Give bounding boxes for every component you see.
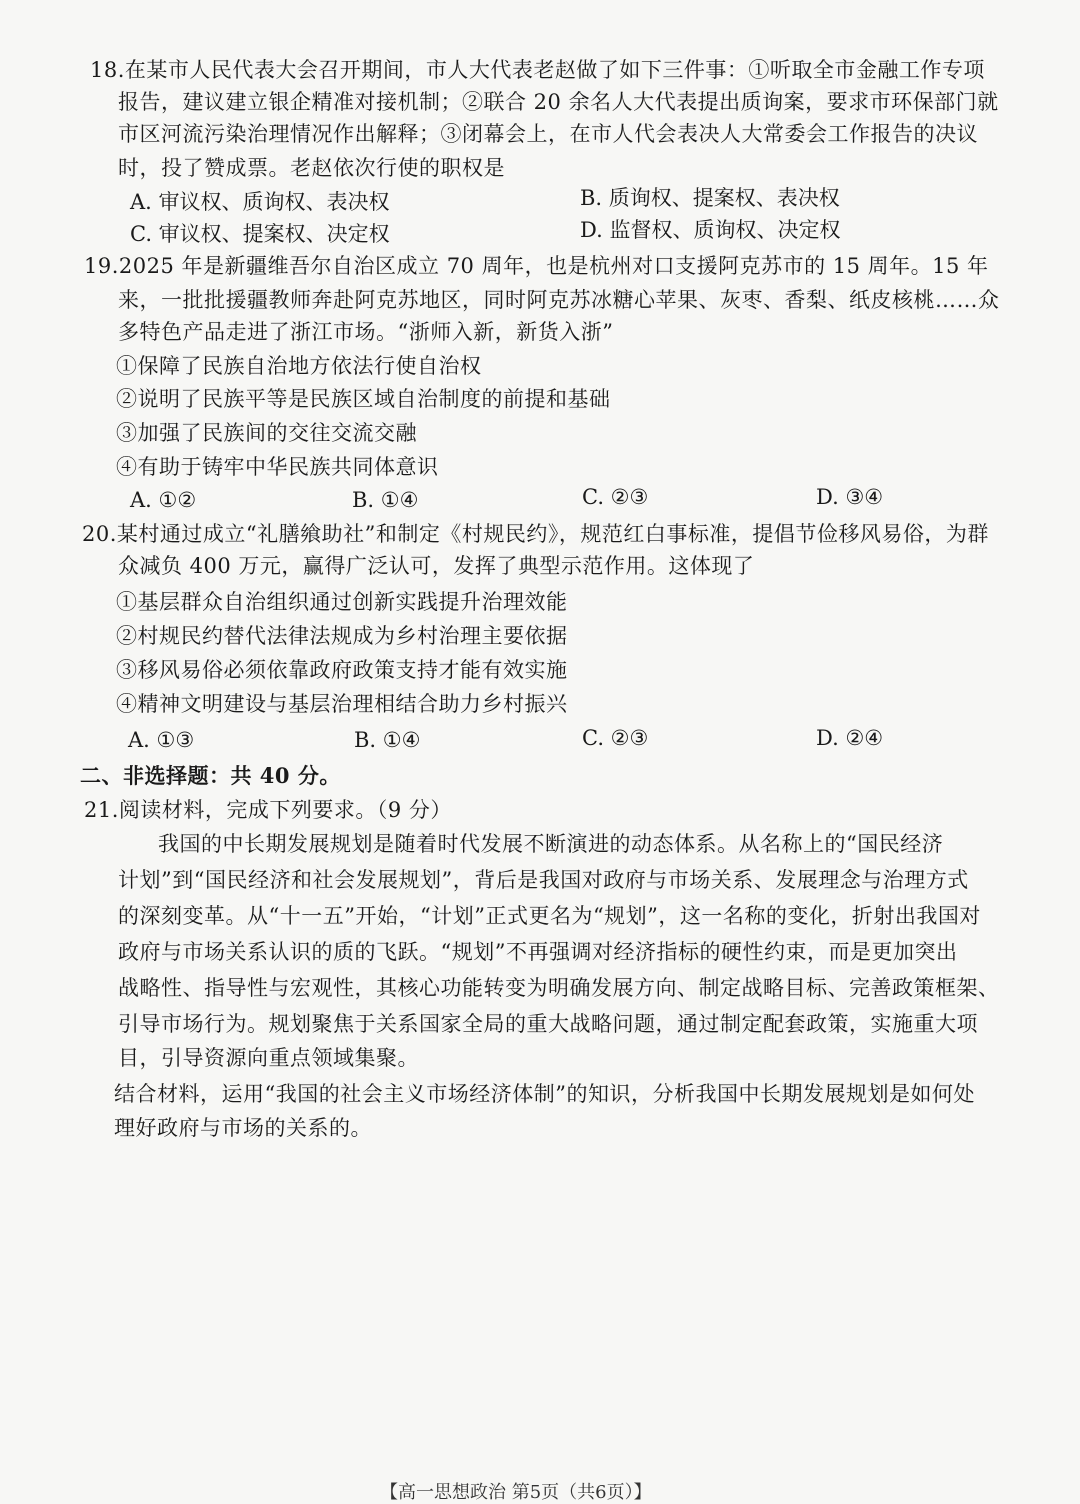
- question-20-statement: ②村规民约替代法律法规成为乡村治理主要依据: [116, 624, 568, 648]
- question-21-material-line: 目，引导资源向重点领域集聚。: [118, 1046, 419, 1070]
- question-19-option-d[interactable]: D. ③④: [816, 485, 884, 509]
- question-21-material-line: 战略性、指导性与宏观性，其核心功能转变为明确发展方向、制定战略目标、完善政策框架、: [118, 976, 1000, 1000]
- question-18-stem-line: 时，投了赞成票。老赵依次行使的职权是: [118, 156, 505, 180]
- question-21-prompt-line: 理好政府与市场的关系的。: [114, 1116, 372, 1140]
- question-19-statement: ③加强了民族间的交往交流交融: [116, 421, 417, 445]
- question-20-stem-line: 众减负 400 万元，赢得广泛认可，发挥了典型示范作用。这体现了: [118, 554, 755, 578]
- question-18-option-b[interactable]: B. 质询权、提案权、表决权: [580, 186, 840, 210]
- question-20-option-b[interactable]: B. ①④: [354, 728, 421, 752]
- question-19-option-b[interactable]: B. ①④: [352, 488, 419, 512]
- question-20-option-c[interactable]: C. ②③: [582, 726, 649, 750]
- question-20-statement: ①基层群众自治组织通过创新实践提升治理效能: [116, 590, 568, 614]
- question-19-option-a[interactable]: A. ①②: [130, 488, 197, 512]
- question-20-statement: ④精神文明建设与基层治理相结合助力乡村振兴: [116, 692, 568, 716]
- question-20-option-d[interactable]: D. ②④: [816, 726, 884, 750]
- question-21-prompt-line: 结合材料，运用“我国的社会主义市场经济体制”的知识，分析我国中长期发展规划是如何处: [114, 1082, 975, 1106]
- question-21-material-line: 引导市场行为。规划聚焦于关系国家全局的重大战略问题，通过制定配套政策，实施重大项: [118, 1012, 978, 1036]
- question-19-stem-line: 19.2025 年是新疆维吾尔自治区成立 70 周年，也是杭州对口支援阿克苏市的 15 周年。15 年: [84, 254, 989, 278]
- page-footer: 【高一思想政治 第5页（共6页）】: [380, 1482, 652, 1503]
- question-19-option-c[interactable]: C. ②③: [582, 485, 649, 509]
- question-20-stem-line: 20.某村通过成立“礼膳飨助社”和制定《村规民约》，规范红白事标准，提倡节俭移风易俗，为群: [82, 522, 989, 546]
- question-21-material-line: 政府与市场关系认识的质的飞跃。“规划”不再强调对经济指标的硬性约束，而是更加突出: [118, 940, 958, 964]
- question-18-stem-line: 18.在某市人民代表大会召开期间，市人大代表老赵做了如下三件事：①听取全市金融工作专项: [90, 58, 985, 82]
- question-19-stem-line: 来，一批批援疆教师奔赴阿克苏地区，同时阿克苏冰糖心苹果、灰枣、香梨、纸皮核桃……众: [118, 288, 1000, 312]
- question-20-option-a[interactable]: A. ①③: [128, 728, 195, 752]
- section-2-title: 二、非选择题：共 40 分。: [80, 763, 341, 788]
- question-20-statement: ③移风易俗必须依靠政府政策支持才能有效实施: [116, 658, 568, 682]
- question-18-option-c[interactable]: C. 审议权、提案权、决定权: [130, 222, 390, 246]
- question-18-stem-line: 市区河流污染治理情况作出解释；③闭幕会上，在市人代会表决人大常委会工作报告的决议: [118, 122, 978, 146]
- question-18-stem-line: 报告，建议建立银企精准对接机制；②联合 20 余名人大代表提出质询案，要求市环保部门就: [118, 90, 999, 114]
- question-19-statement: ④有助于铸牢中华民族共同体意识: [116, 455, 439, 479]
- question-21-material-line: 计划”到“国民经济和社会发展规划”，背后是我国对政府与市场关系、发展理念与治理方式: [118, 868, 969, 892]
- question-19-statement: ②说明了民族平等是民族区域自治制度的前提和基础: [116, 387, 611, 411]
- question-21-material-line: 我国的中长期发展规划是随着时代发展不断演进的动态体系。从名称上的“国民经济: [158, 832, 944, 856]
- question-19-statement: ①保障了民族自治地方依法行使自治权: [116, 354, 482, 378]
- question-18-option-a[interactable]: A. 审议权、质询权、表决权: [130, 190, 390, 214]
- question-18-option-d[interactable]: D. 监督权、质询权、决定权: [580, 218, 841, 242]
- question-21-header: 21.阅读材料，完成下列要求。（9 分）: [84, 798, 452, 822]
- question-19-stem-line: 多特色产品走进了浙江市场。“浙师入新，新货入浙”: [118, 320, 614, 344]
- question-21-material-line: 的深刻变革。从“十一五”开始，“计划”正式更名为“规划”，这一名称的变化，折射出我国对: [118, 904, 981, 928]
